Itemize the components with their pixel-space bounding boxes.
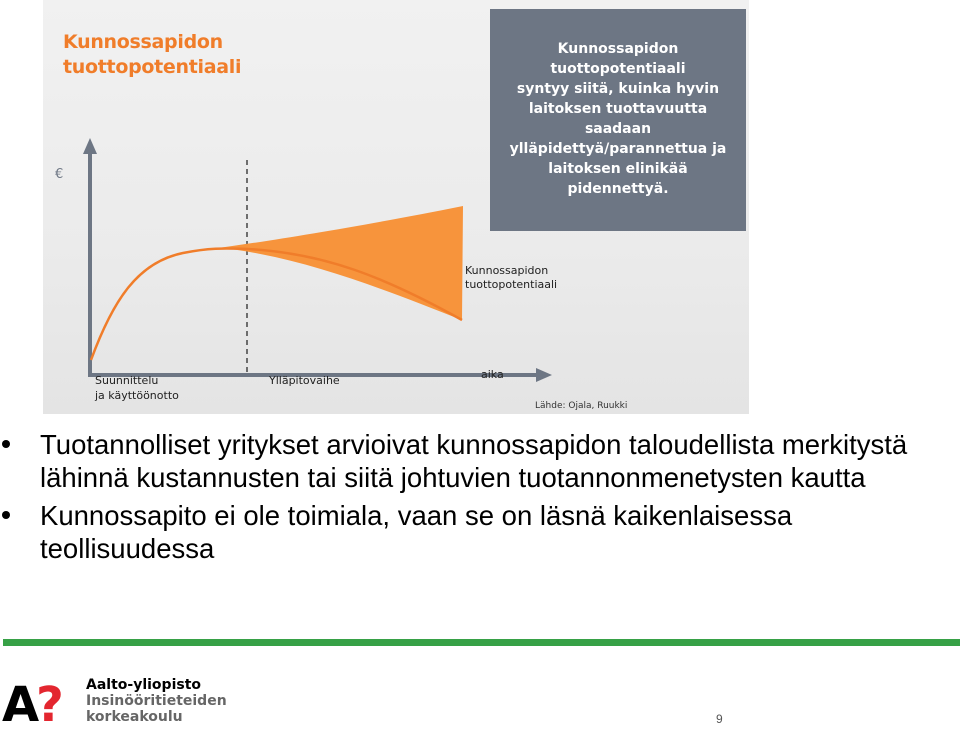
bullet-text: Kunnossapito ei ole toimiala, vaan se on läsnä kaikenlaisessa teollisuudessa [40, 500, 793, 564]
info-line: syntyy siitä, kuinka hyvin [516, 81, 720, 97]
org-line2: Insinööritieteiden [86, 693, 227, 709]
y-axis-arrow [83, 138, 97, 154]
bullet-item [0, 428, 960, 494]
area-label-line2: tuottopotentiaali [465, 278, 558, 291]
phase2-label: Ylläpitovaihe [269, 374, 340, 387]
info-line: saadaan [584, 121, 652, 137]
chart-figure [43, 0, 749, 414]
info-line: pidennettyä. [567, 181, 669, 197]
y-axis-symbol: € [55, 167, 64, 182]
footer-divider [3, 639, 960, 646]
bullet-marker [2, 511, 10, 519]
info-line: ylläpidettyä/parannettua ja [509, 141, 727, 157]
figure-title-line1: Kunnossapidon [63, 31, 223, 53]
page-number: 9 [716, 712, 723, 726]
bullet-list [0, 428, 960, 570]
phase1-label-line1: Suunnittelu [95, 374, 159, 387]
bullet-text: Tuotannolliset yritykset arvioivat kunnossapidon taloudellista merkitystä lähinnä kustannusten tai siitä johtuvien tuotannonmenetysten kautta [40, 429, 908, 493]
area-label-line1: Kunnossapidon [465, 264, 549, 277]
figure-title-line2: tuottopotentiaali [63, 56, 242, 78]
org-line1: Aalto-yliopisto [86, 677, 202, 693]
x-axis-arrow [536, 368, 552, 382]
info-line: laitoksen tuottavuutta [528, 101, 708, 117]
info-box [490, 9, 746, 231]
phase1-label-line2: ja käyttöönotto [95, 389, 179, 402]
info-line: Kunnossapidon [557, 41, 679, 57]
org-name [86, 677, 227, 725]
logo-a-letter: A [2, 679, 40, 724]
aalto-logo-icon [2, 679, 72, 724]
potential-area [183, 206, 463, 320]
org-line3: korkeakoulu [86, 709, 183, 725]
info-line: tuottopotentiaali [550, 61, 686, 77]
source-label: Lähde: Ojala, Ruukki [535, 401, 628, 411]
x-axis-label: aika [481, 368, 504, 381]
bullet-marker [2, 440, 10, 448]
bullet-item [0, 499, 960, 565]
logo-question-mark: ? [36, 679, 64, 724]
info-line: laitoksen elinikää [548, 161, 688, 177]
